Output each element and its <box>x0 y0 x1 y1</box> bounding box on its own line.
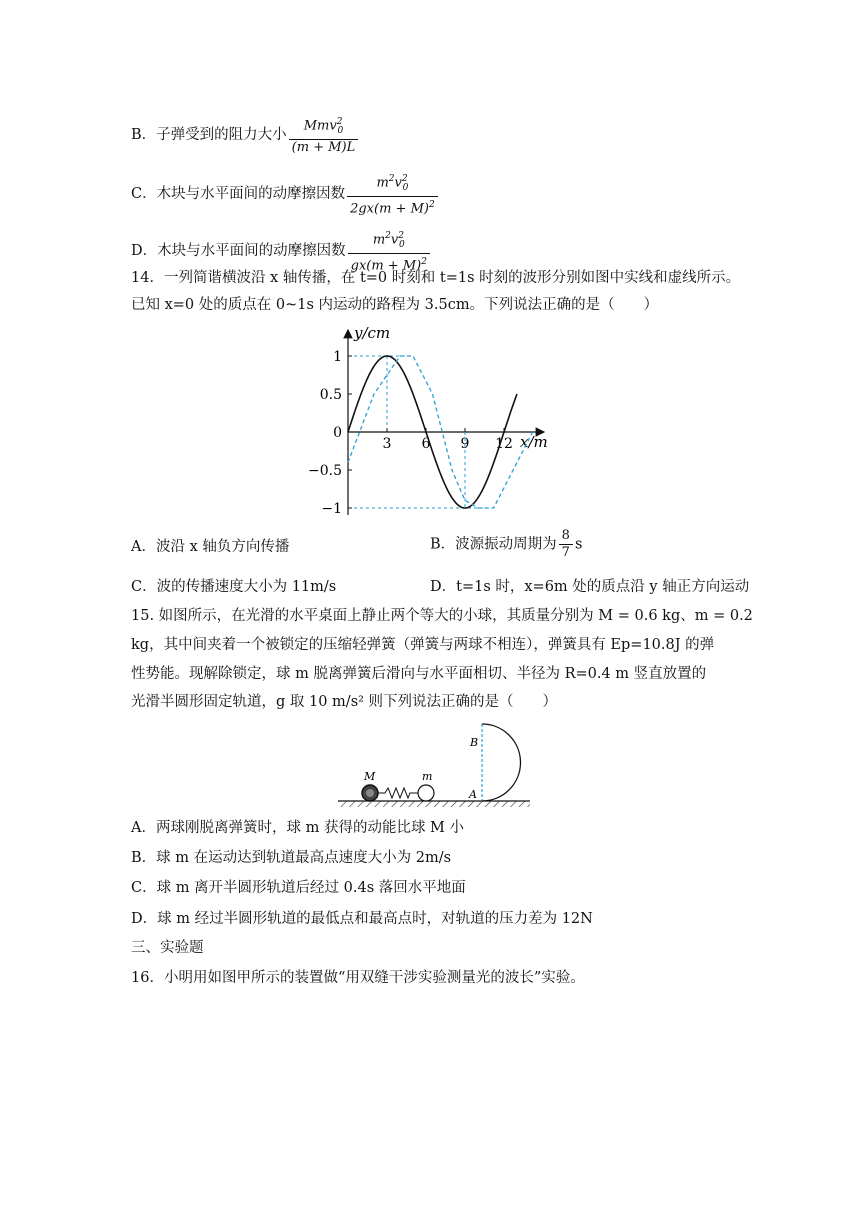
ground-hatch <box>338 801 530 807</box>
label-A: A <box>469 788 477 801</box>
label-M: M <box>364 770 376 783</box>
q15-option-c: C．球 m 离开半圆形轨道后经过 0.4s 落回水平地面 <box>131 880 466 896</box>
y-tick-label: 0 <box>333 425 342 441</box>
q14-stem-line1: 14．一列简谐横波沿 x 轴传播，在 t=0 时刻和 t=1s 时刻的波形分别如图中实线和虚线所示。 <box>131 270 741 286</box>
label-m: m <box>422 770 433 783</box>
q14-option-c: C．波的传播速度大小为 11m/s <box>131 579 337 595</box>
x-tick-label: 6 <box>421 436 431 452</box>
q14-stem-line2: 已知 x=0 处的质点在 0~1s 内运动的路程为 3.5cm。下列说法正确的是（ ） <box>131 297 659 313</box>
q16-stem: 16．小明用如图甲所示的装置做“用双缝干涉实验测量光的波长”实验。 <box>131 970 585 986</box>
q14-option-a: A．波沿 x 轴负方向传播 <box>131 539 290 555</box>
y-tick-label: −0.5 <box>308 463 342 479</box>
fraction: $\frac{Mmv^2_0}{(m + M)L}$ <box>289 114 359 156</box>
q15-option-d: D．球 m 经过半圆形轨道的最低点和最高点时，对轨道的压力差为 12N <box>131 911 593 927</box>
x-axis-label: x/m <box>520 433 548 451</box>
y-tick-label: −1 <box>321 501 342 517</box>
q15-stem-line2: kg，其中间夹着一个被锁定的压缩轻弹簧（弹簧与两球不相连），弹簧具有 Ep=10.8J 的弹 <box>131 637 715 653</box>
spring <box>378 788 418 798</box>
semicircle-track <box>482 724 521 801</box>
y-tick-label: 1 <box>333 349 342 365</box>
fraction: $\frac{8}{7}$ <box>559 528 573 561</box>
fraction: $\frac{m^2v^2_0}{2gx(m + M)^2}$ <box>347 171 438 217</box>
q13-option-b <box>131 114 360 156</box>
q15-stem-line3: 性势能。现解除锁定，球 m 脱离弹簧后滑向与水平面相切、半径为 R=0.4 m 竖直放置的 <box>131 666 707 682</box>
option-text: B．波源振动周期为 <box>430 536 557 553</box>
spring-track-figure <box>336 718 536 813</box>
q15-stem-line1: 15. 如图所示，在光滑的水平桌面上静止两个等大的小球，其质量分别为 M = 0.6 kg、m = 0.2 <box>131 608 753 624</box>
option-text: D．木块与水平面间的动摩擦因数 <box>131 243 346 260</box>
x-tick-label: 12 <box>495 436 513 452</box>
q14-option-b: B．波源振动周期为 $\frac{8}{7}$ s <box>430 528 583 560</box>
wave-chart <box>300 320 560 525</box>
q15-option-a: A．两球刚脱离弹簧时，球 m 获得的动能比球 M 小 <box>131 820 465 836</box>
q15-option-b: B．球 m 在运动达到轨道最高点速度大小为 2m/s <box>131 850 452 866</box>
ball-m <box>418 785 434 801</box>
x-tick-label: 9 <box>460 436 470 452</box>
q14-option-d: D．t=1s 时，x=6m 处的质点沿 y 轴正方向运动 <box>430 579 750 595</box>
x-tick-label: 3 <box>382 436 392 452</box>
fraction: $\frac{m^2v^2_0}{gx(m + M)^2}$ <box>348 228 430 274</box>
y-axis-label: y/cm <box>354 324 391 342</box>
label-B: B <box>470 736 479 749</box>
option-text: B．子弹受到的阻力大小 <box>131 126 287 143</box>
option-text: C．木块与水平面间的动摩擦因数 <box>131 186 346 203</box>
section-title: 三、实验题 <box>131 940 204 956</box>
q15-stem-line4: 光滑半圆形固定轨道，g 取 10 m/s² 则下列说法正确的是（ ） <box>131 694 558 710</box>
q13-option-c <box>131 171 440 217</box>
y-tick-label: 0.5 <box>319 387 342 403</box>
